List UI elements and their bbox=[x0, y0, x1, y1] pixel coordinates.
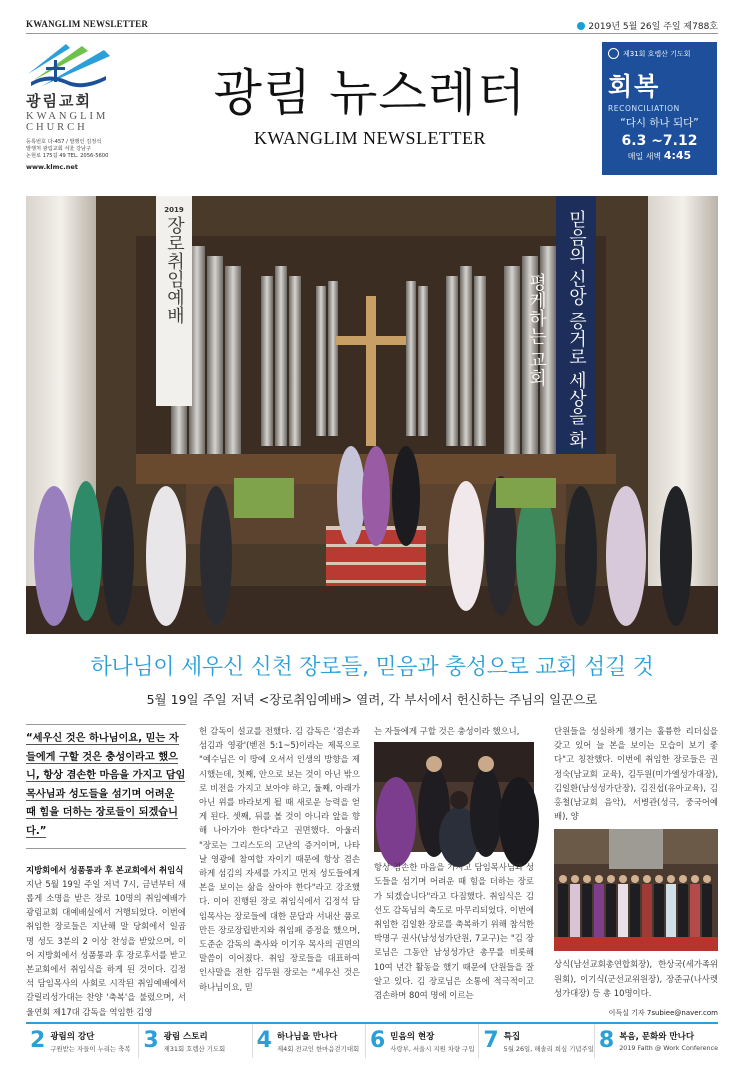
promo-time bbox=[608, 149, 711, 162]
address-line-1: 등록번호 다-457 / 발행인 김정석 bbox=[26, 139, 102, 145]
laying-hands-photo bbox=[374, 742, 534, 852]
masthead bbox=[170, 62, 570, 149]
right-banner: 믿음의 신앙 증거로 세상을 화평케하는 교회 bbox=[526, 210, 587, 449]
ceremony-photo bbox=[26, 196, 718, 634]
promo-dates: 6.3 ~7.12 bbox=[621, 133, 698, 149]
footer-title: 광림의 강단 bbox=[50, 1031, 95, 1042]
promo-theme: 회복 bbox=[608, 72, 661, 101]
publication-name: KWANGLIM NEWSLETTER bbox=[26, 19, 149, 29]
footer-title: 믿음의 현장 bbox=[390, 1031, 435, 1042]
footer-item-page-8[interactable] bbox=[595, 1024, 718, 1058]
page-number: 7 bbox=[483, 1028, 499, 1053]
page-number: 2 bbox=[30, 1028, 46, 1053]
pull-quote-text: “세우신 것은 하나님이요, 믿는 자들에게 구할 것은 충성이라고 했으니, 항상 겸손한 마음을 가지고 담임목사님과 성도들을 섬기며 어려운 때 힘을 더하는 장로들이 되겠습니다.” bbox=[26, 733, 186, 837]
left-banner-text: 장로취임예배 bbox=[164, 216, 185, 324]
footer-title: 특집 bbox=[503, 1031, 521, 1042]
church-website[interactable]: www.klmc.net bbox=[26, 163, 78, 171]
footer-desc: 사랑부, 서울시 지원 차량 구입 bbox=[390, 1044, 475, 1053]
promo-theme-en: RECONCILIATION bbox=[608, 104, 680, 113]
page-number: 4 bbox=[256, 1028, 272, 1053]
issue-info bbox=[577, 19, 718, 32]
article-column-2 bbox=[199, 724, 360, 994]
promo-event-label: 제31회 호렙산 기도회 bbox=[623, 49, 691, 58]
circle-icon bbox=[608, 48, 619, 59]
article-column-3 bbox=[374, 724, 534, 1002]
church-logo[interactable] bbox=[26, 42, 141, 177]
article-column-1 bbox=[26, 724, 186, 1019]
article-subhead: 5월 19일 주일 저녁 <장로취임예배> 열려, 각 부서에서 헌신하는 주님의 일꾼으로 bbox=[146, 692, 598, 707]
article-byline: 이득실 기자 7subiee@naver.com bbox=[608, 1009, 718, 1018]
column-3-text: 항상 겸손한 마음을 가지고 담임목사님과 성도들을 섬기며 어려운 때 힘을 더하는 장로가 되겠습니다"라고 다짐했다. 취임식은 김선도 감독님의 축도로 마무리되었다. 이번에 취임한 김일환 장로를 축복하기 위해 참석한 박명구 권사(남성성가단원, 7교구)는 "김 장로님은 그동안 남성성가단 총무를 비롯해 10여 년간 활동을 했기 때문에 단원들을 잘 알고 있다. 김 장로님은 소통에 적극적이고 겸손하며 80여 명에 이르는 bbox=[374, 862, 534, 1001]
church-name-ko: 광림교회 bbox=[26, 92, 92, 110]
group-illustration bbox=[554, 829, 718, 951]
footer-item-page-3[interactable] bbox=[139, 1024, 252, 1058]
page-number: 6 bbox=[369, 1028, 386, 1053]
footer-title: 복음, 문화와 만나다 bbox=[619, 1032, 695, 1042]
footer-desc: 구원받는 자들이 누리는 축복 bbox=[50, 1044, 131, 1053]
church-address bbox=[26, 139, 141, 160]
laying-hands-illustration bbox=[374, 742, 534, 852]
anchor-icon bbox=[577, 22, 585, 30]
contents-footer bbox=[26, 1022, 718, 1058]
article-column-4 bbox=[554, 724, 718, 1020]
column-4-top-text: 단원들을 성실하게 챙기는 훌륭한 리더십을 갖고 있어 늘 본을 보이는 모습이 보기 좋다"고 칭찬했다. 이번에 취임한 장로들은 권정숙(남교회 교육), 김두원(미가엘성가대장), 김일환(남성성가단장), 김진섭(유아교육), 김홍철(남교회 음악), 서병관(성극, 중국어예배), 양 bbox=[554, 726, 718, 822]
newsletter-subtitle: KWANGLIM NEWSLETTER bbox=[254, 128, 486, 148]
left-banner bbox=[156, 206, 192, 324]
address-line-3: 논현로 175길 49 TEL. 2056-5600 bbox=[26, 153, 109, 159]
newsletter-title: 광림 뉴스레터 bbox=[213, 64, 527, 122]
lead-title: 지방회에서 성품통과 후 본교회에서 취임식 bbox=[26, 864, 184, 875]
footer-item-page-2[interactable] bbox=[26, 1024, 139, 1058]
church-name-en2: CHURCH bbox=[26, 122, 88, 133]
footer-title: 하나님을 만나다 bbox=[276, 1031, 338, 1042]
promo-time-label: 매일 새벽 bbox=[627, 152, 662, 161]
church-name-en1: KWANGLIM bbox=[26, 111, 109, 122]
footer-title: 광림 스토리 bbox=[163, 1031, 208, 1042]
sanctuary-illustration bbox=[26, 196, 718, 634]
church-emblem-icon bbox=[26, 42, 111, 88]
column-3-top-text: 는 자들에게 구할 것은 충성이라 했으니, bbox=[374, 726, 520, 736]
elders-group-photo bbox=[554, 829, 718, 951]
promo-event bbox=[608, 48, 711, 59]
footer-desc: 2019 Faith @ Work Conference bbox=[619, 1044, 719, 1052]
promo-quote: “다시 하나 되다” bbox=[620, 117, 699, 129]
column-2-text: 헌 감독이 설교를 전했다. 김 감독은 '겸손과 섬김과 영광'(벧전 5:1~5)이라는 제목으로 "예수님은 이 땅에 오셔서 인생의 방향을 제시했는데, 첫째, 안으로 보는 것이 아닌 밖으로 비전을 가지고 보아야 하고, 둘째, 아래가 아닌 위를 바라보게 될 때 새로운 능력을 얻게 된다. 셋째, 뒤를 볼 것이 아니라 앞을 향해 나아가야 한다"라고 권면했다. 아울러 "장로는 그리스도의 고난의 증거이며, 나타날 영광에 참여할 자이기 때문에 항상 겸손하게 섬김의 자세를 가지고 먼저 성도들에게 본을 보이는 삶을 살아야 한다"라고 강조했다. 이어 진행된 장로 취임식에서 김정석 담임목사는 장로들에 대한 문답과 서내산 품로만든 장로장립반지와 취임패 증정을 했으며, 도준순 감독의 축사와 이기우 목사의 권면의 말씀이 이어졌다. 취임 장로들을 대표하여 인사말을 전한 김두원 장로는 "세우신 것은 하나님이요, 믿 bbox=[199, 726, 360, 992]
prayer-meeting-ad[interactable] bbox=[602, 42, 717, 175]
top-bar bbox=[26, 18, 718, 34]
footer-item-page-4[interactable] bbox=[253, 1024, 366, 1058]
issue-date: 2019년 5월 26일 주일 제788호 bbox=[588, 22, 718, 32]
footer-desc: 제31회 호렙산 기도회 bbox=[163, 1044, 226, 1053]
address-line-2: 발행처 광림교회 서울 강남구 bbox=[26, 146, 92, 152]
promo-time-value: 4:45 bbox=[663, 149, 692, 162]
left-banner-year: 2019 bbox=[164, 206, 184, 214]
footer-item-page-6[interactable] bbox=[366, 1024, 479, 1058]
column-1-text: 지난 5월 19일 주일 저녁 7시, 금년부터 새롭게 소명을 받은 장로 10명의 취임예배가 광림교회 대예배실에서 거행되었다. 이번에 취임한 장로들은 지난해 말 당회에서 일곱 명 성도 3분의 2 이상 찬성을 받았으며, 이어 지방회에서 성품통과 후 장로후서를 받고 본교회에서 취임식을 하게 된 것이다. 김정석 담임목사의 사회로 시작된 취임예배에서 갈릴리성가대는 찬양 '축복'을 불렀으며, 서울연회 제17대 감독을 역임한 김영 bbox=[26, 878, 186, 1017]
footer-desc: 제4회 전교인 한마음걷기대회 bbox=[276, 1044, 360, 1053]
footer-item-page-7[interactable] bbox=[479, 1024, 595, 1058]
page-number: 3 bbox=[143, 1028, 159, 1053]
column-4-bottom-text: 상식(남선교회총연합회장), 한상국(세가족위원회), 이기식(군선교위원장), 장준규(나사렛성가대장) 등 총 10명이다. bbox=[554, 959, 718, 998]
footer-desc: 5월 26일, 해솔리 희심 기념주일 bbox=[503, 1044, 594, 1053]
article-headline: 하나님이 세우신 신천 장로들, 믿음과 충성으로 교회 섬길 것 bbox=[90, 655, 654, 680]
pull-quote bbox=[26, 724, 186, 849]
page-number: 8 bbox=[598, 1028, 615, 1053]
